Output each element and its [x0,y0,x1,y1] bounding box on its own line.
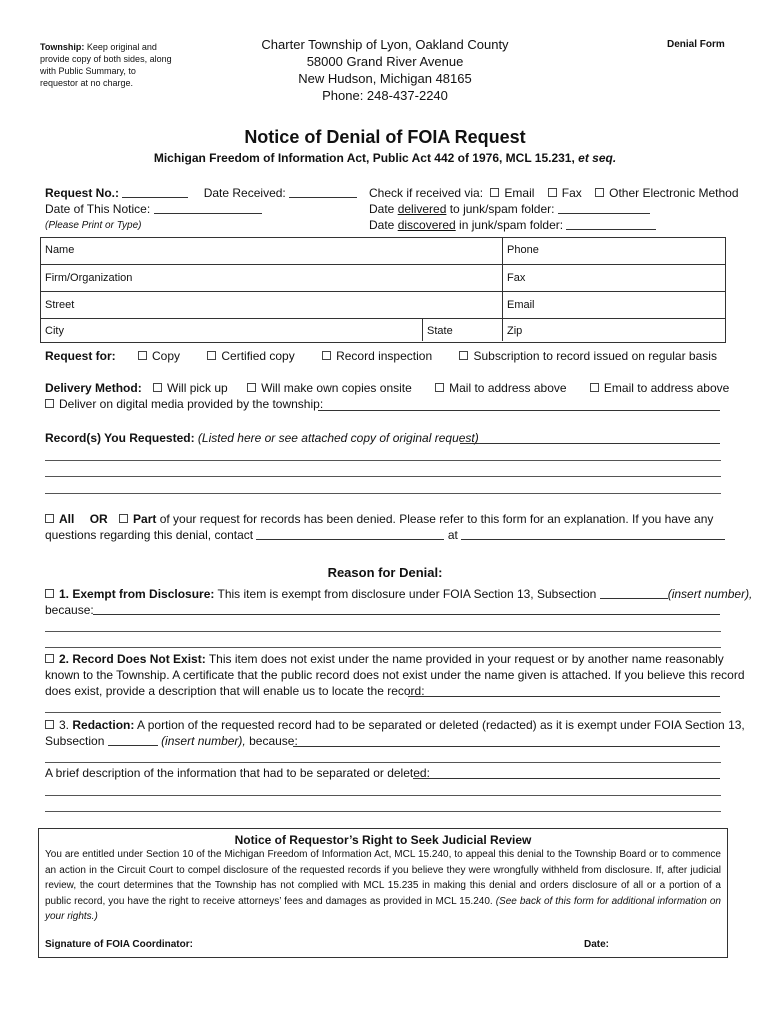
mail-option: Mail to address above [449,381,567,395]
reason-1-line[interactable] [45,647,721,648]
state-field[interactable]: State [427,325,453,337]
judicial-review-heading: Notice of Requestor’s Right to Seek Judicial Review [234,833,532,847]
date-notice-label: Date of This Notice: [45,202,151,216]
date-discovered-field[interactable] [566,219,656,230]
township-address-block [230,36,540,104]
township-note-text: Keep original and provide copy of both sides, along with Public Summary, to requestor at no charge. [40,42,172,88]
form-tag: Denial Form [667,39,725,50]
page-subtitle [0,150,770,166]
reason-3-row [45,717,745,733]
denial-text-2: questions regarding this denial, contact [45,528,254,542]
request-for-label: Request for: [45,349,116,363]
denial-contact-row [45,527,725,543]
digital-media-row [45,396,323,412]
date-received-label: Date Received: [203,186,286,200]
denial-at-label: at [447,528,458,542]
date-discovered-pre: Date [369,218,398,232]
phone-field[interactable]: Phone [507,244,539,256]
fax-field[interactable]: Fax [507,272,526,284]
township-instruction-note [40,41,175,89]
reason-2-description-field[interactable] [408,696,720,697]
brief-description-label: A brief description of the information that had to be separated or deleted: [45,766,430,780]
records-requested-note: (Listed here or see attached copy of original request) [197,431,479,445]
digital-media-field[interactable] [318,410,720,411]
received-via-row [369,185,739,201]
reason-2-text-3: does exist, provide a description that will enable us to locate the record: [45,684,425,698]
reason-3-text-1: A portion of the requested record had to be separated or deleted (redacted) as it is exempt under FOIA Section 13, [137,718,745,732]
reason-1-row [45,586,752,602]
name-field[interactable]: Name [45,244,75,256]
request-no-field[interactable] [122,187,188,198]
copy-checkbox[interactable] [138,351,147,360]
reason-1-line[interactable] [45,631,721,632]
reason-2-text-2: known to the Township. A certificate that the public record does not exist under the name given is attached. If you believe this record [45,668,745,682]
brief-description-line[interactable] [45,811,721,812]
reason-3-line[interactable] [45,762,721,763]
all-checkbox[interactable] [45,514,54,523]
date-received-field[interactable] [289,187,357,198]
reason-3-because-field[interactable] [293,746,720,747]
street-field[interactable]: Street [45,299,75,311]
firm-field[interactable]: Firm/Organization [45,272,133,284]
reason-2-row [45,651,724,667]
reason-2-label: 2. Record Does Not Exist: [59,652,206,666]
records-requested-line[interactable] [45,460,721,461]
reason-3-because: because: [249,734,298,748]
org-city: New Hudson, Michigan 48165 [298,71,472,86]
received-via-label: Check if received via: [369,186,484,200]
subscription-checkbox[interactable] [459,351,468,360]
copy-option: Copy [152,349,181,363]
digital-media-checkbox[interactable] [45,399,54,408]
date-delivered-row [369,201,650,217]
township-note-label: Township: [40,42,85,52]
delivery-method-row [45,380,729,396]
own-copies-option: Will make own copies onsite [261,381,412,395]
org-address: 58000 Grand River Avenue [306,54,464,69]
date-label: Date: [584,939,610,950]
mail-checkbox[interactable] [435,383,444,392]
part-option: Part [133,512,157,526]
reason-1-because: because: [45,603,94,617]
reason-1-insert-note: (insert number), [667,587,753,601]
request-for-row [45,348,717,364]
reason-1-because-field[interactable] [93,614,720,615]
request-no-row [45,185,357,201]
reason-3-number: 3. [59,718,70,732]
judicial-review-text: You are entitled under Section 10 of the Michigan Freedom of Information Act, MCL 15.240, to appeal this denial to the Township Board or to commence an action in the Circuit Court to compel disclosure of the requested records if you believe they were wrongfully withheld from disclosure. If, after judicial review, the court determines that the Township has not complied with MCL 15.235 in making this denial and orders disclosure of all or a portion of a public record, you have the right to receive attorneys’ fees and damages as provided in MCL 15.240. [45,849,721,907]
denial-scope-row [45,511,713,527]
delivery-method-label: Delivery Method: [45,381,142,395]
table-divider [502,238,503,341]
reason-2-checkbox[interactable] [45,654,54,663]
org-name: Charter Township of Lyon, Oakland County [261,37,509,52]
org-phone: Phone: 248-437-2240 [322,88,448,103]
pickup-checkbox[interactable] [153,383,162,392]
date-delivered-post: to junk/spam folder: [446,202,555,216]
reason-2-text-1: This item does not exist under the name provided in your request or by another name reasonably [208,652,724,666]
email-checkbox[interactable] [490,188,499,197]
denial-contact-name-field[interactable] [256,529,444,540]
records-requested-line[interactable] [45,476,721,477]
certified-copy-checkbox[interactable] [207,351,216,360]
records-requested-field[interactable] [460,443,720,444]
reason-1-subsection-field[interactable] [600,588,668,599]
reason-3-subsection-field[interactable] [108,735,158,746]
print-note: (Please Print or Type) [45,220,142,231]
city-field[interactable]: City [45,325,64,337]
page-title: Notice of Denial of FOIA Request [244,127,526,147]
table-divider [40,264,726,265]
judicial-review-see-back: (See back of this form for additional information on your rights.) [45,895,721,922]
table-divider [40,318,726,319]
reason-3-checkbox[interactable] [45,720,54,729]
email-field[interactable]: Email [507,299,535,311]
date-discovered-row [369,217,656,233]
table-divider [40,291,726,292]
table-divider [422,319,423,341]
records-requested-line[interactable] [45,493,721,494]
records-requested-label: Record(s) You Requested: [45,431,195,445]
denial-contact-info-field[interactable] [461,529,725,540]
other-electronic-checkbox[interactable] [595,188,604,197]
date-discovered-underlined: discovered [397,218,456,232]
reason-3-subsection-label: Subsection [45,734,105,748]
or-label: OR [89,512,108,526]
reason-2-line[interactable] [45,712,721,713]
requestor-contact-table [40,237,726,343]
subscription-option: Subscription to record issued on regular basis [473,349,717,363]
denial-text-1: of your request for records has been denied. Please refer to this form for an explanation. If you have any [159,512,714,526]
email-delivery-checkbox[interactable] [590,383,599,392]
own-copies-checkbox[interactable] [247,383,256,392]
date-discovered-post: in junk/spam folder: [455,218,564,232]
subtitle-italic: et seq. [578,151,617,165]
other-electronic-option: Other Electronic Method [609,186,739,200]
signature-label: Signature of FOIA Coordinator: [45,939,193,950]
fax-option: Fax [561,186,582,200]
record-inspection-option: Record inspection [336,349,433,363]
records-requested-row [45,430,479,446]
judicial-review-body [45,847,721,925]
brief-description-line[interactable] [45,795,721,796]
reason-1-label: 1. Exempt from Disclosure: [59,587,215,601]
reason-3-label: Redaction: [72,718,135,732]
record-inspection-checkbox[interactable] [322,351,331,360]
date-notice-field[interactable] [154,203,262,214]
email-option: Email [504,186,535,200]
reason-3-insert-note: (insert number), [161,734,246,748]
reason-3-subsection-row [45,733,298,749]
reason-1-text: This item is exempt from disclosure under FOIA Section 13, Subsection [217,587,597,601]
email-delivery-option: Email to address above [603,381,730,395]
pickup-option: Will pick up [167,381,228,395]
all-option: All [59,512,75,526]
certified-copy-option: Certified copy [221,349,295,363]
subtitle-main: Michigan Freedom of Information Act, Public Act 442 of 1976, MCL 15.231, [153,151,575,165]
date-delivered-pre: Date [369,202,398,216]
request-no-label: Request No.: [45,186,120,200]
reason-heading: Reason for Denial: [327,565,443,580]
date-delivered-underlined: delivered [397,202,447,216]
date-notice-row [45,201,262,217]
brief-description-field[interactable] [413,778,720,779]
digital-media-option: Deliver on digital media provided by the township: [59,397,324,411]
fax-checkbox[interactable] [548,188,557,197]
zip-field[interactable]: Zip [507,325,523,337]
part-checkbox[interactable] [119,514,128,523]
reason-1-checkbox[interactable] [45,589,54,598]
date-delivered-field[interactable] [558,203,650,214]
